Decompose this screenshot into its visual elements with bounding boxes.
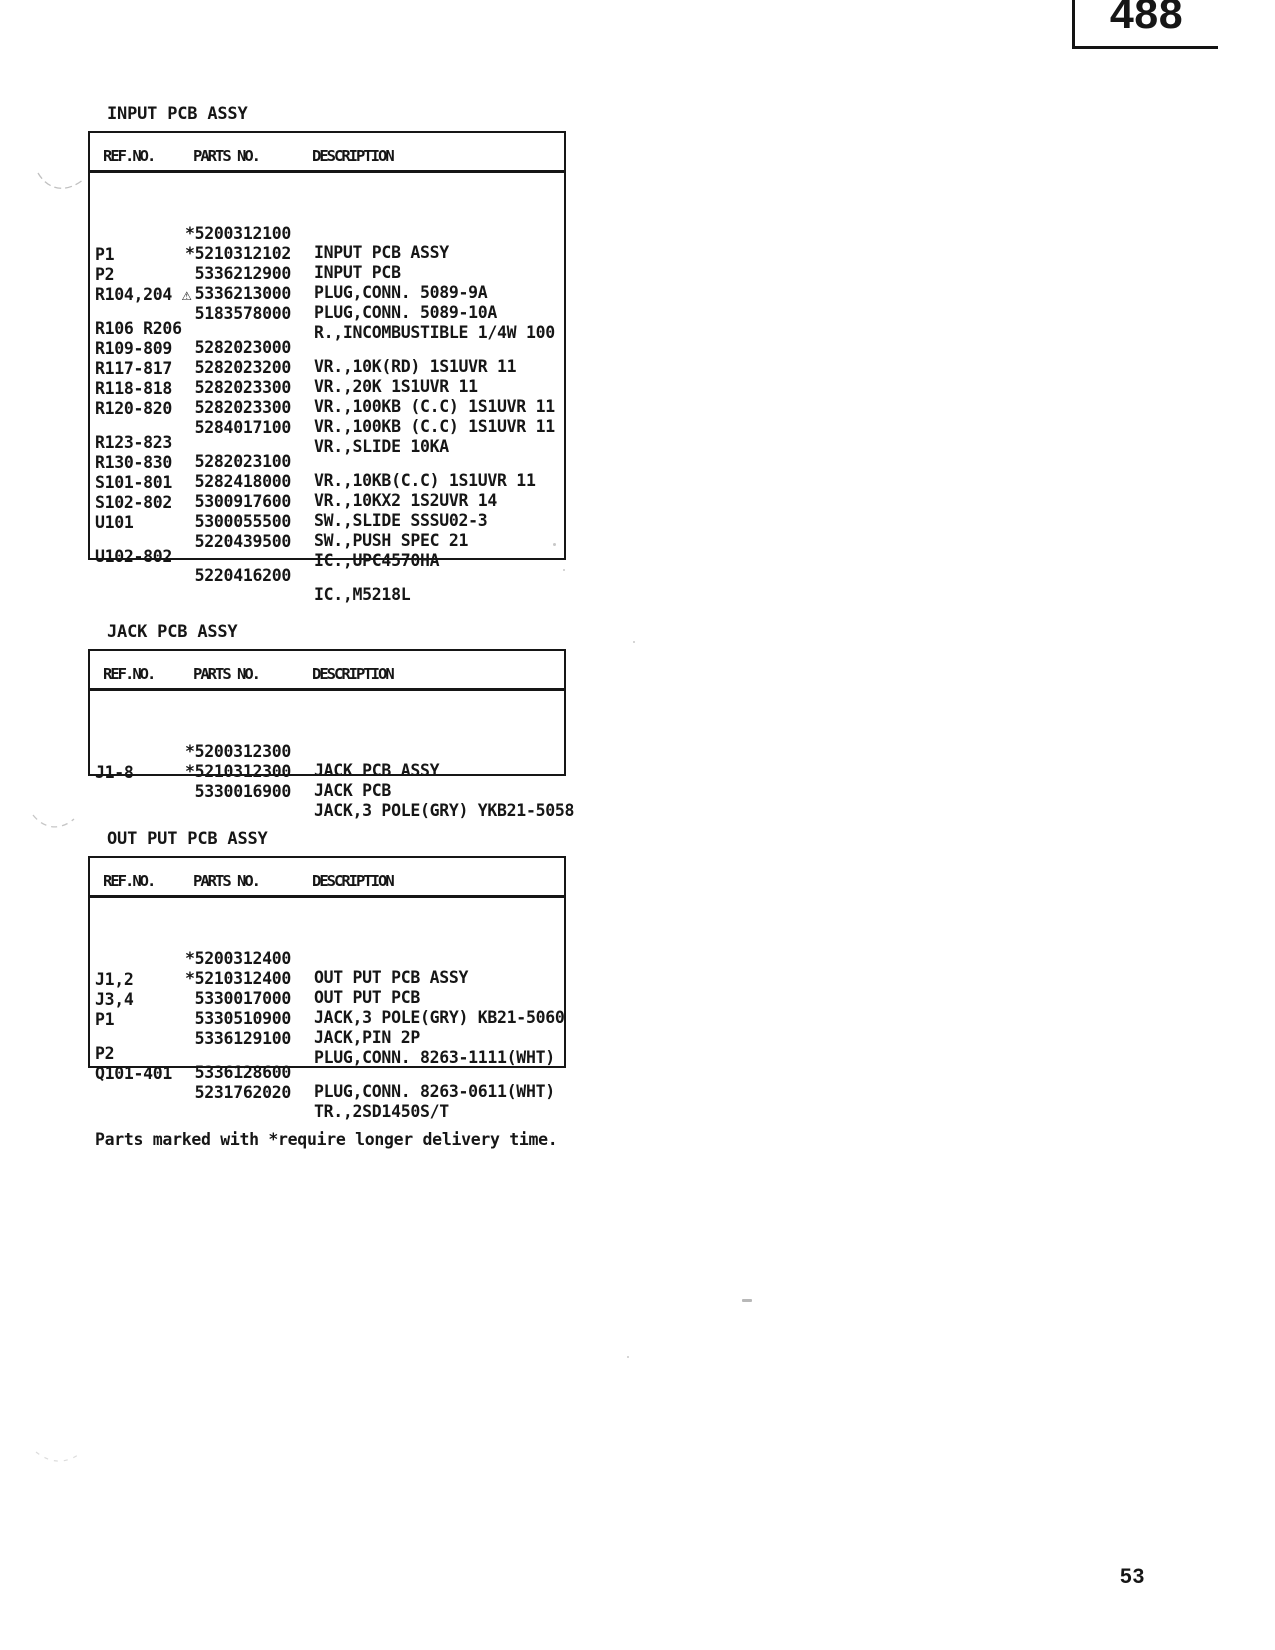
ref-no-cell: R117-817 xyxy=(95,359,173,378)
parts-no-cell: 5330016900 xyxy=(194,782,291,801)
parts-no-cell: *5210312300 xyxy=(185,762,291,781)
column-header-description: DESCRIPTION xyxy=(312,665,393,683)
parts-no-cell: 5330017000 xyxy=(194,989,291,1008)
column-header-ref-no: REF.NO. xyxy=(103,147,155,165)
scan-speck xyxy=(742,1299,752,1302)
parts-no-cell: 5282023300 xyxy=(194,378,291,397)
description-cell: PLUG,CONN. 8263-1111(WHT) xyxy=(314,1048,555,1067)
ref-no-cell: P1 xyxy=(95,1010,115,1029)
scan-speck xyxy=(563,569,565,571)
description-cell: PLUG,CONN. 8263-0611(WHT) xyxy=(314,1082,555,1101)
table-header xyxy=(90,858,564,898)
description-cell: OUT PUT PCB xyxy=(314,988,420,1007)
ref-no-cell: P2 xyxy=(95,1044,115,1063)
model-number-box xyxy=(1072,0,1218,49)
description-cell: PLUG,CONN. 5089-9A xyxy=(314,283,488,302)
description-cell: SW.,SLIDE SSSU02-3 xyxy=(314,511,488,530)
ref-no-cell: R130-830 xyxy=(95,453,173,472)
parts-no-cell: 5284017100 xyxy=(194,418,291,437)
parts-no-cell: 5282023300 xyxy=(194,398,291,417)
parts-table-jack-pcb xyxy=(88,622,575,820)
description-cell: VR.,10KX2 1S2UVR 14 xyxy=(314,491,498,510)
parts-table-input-pcb xyxy=(88,104,566,604)
ref-no-cell: R123-823 xyxy=(95,433,173,452)
ref-no-cell: J1-8 xyxy=(95,763,134,782)
scan-mark xyxy=(33,815,74,827)
column-header-ref-no: REF.NO. xyxy=(103,872,155,890)
description-cell: VR.,100KB (C.C) 1S1UVR 11 xyxy=(314,417,555,436)
column-header-parts-no: PARTS NO. xyxy=(193,872,259,890)
ref-no-cell: R104,204 ⚠ xyxy=(95,285,192,304)
description-cell: VR.,10KB(C.C) 1S1UVR 11 xyxy=(314,471,536,490)
table-box xyxy=(88,649,575,820)
parts-no-cell: 5300917600 xyxy=(194,492,291,511)
table-box xyxy=(88,856,566,1121)
description-cell: JACK,3 POLE(GRY) KB21-5060 xyxy=(314,1008,565,1027)
parts-no-cell: 5330510900 xyxy=(194,1009,291,1028)
table-box xyxy=(88,131,566,604)
scan-speck xyxy=(627,1356,629,1358)
table-body xyxy=(90,691,575,820)
parts-no-cell: *5210312400 xyxy=(185,969,291,988)
ref-no-cell: P2 xyxy=(95,265,115,284)
parts-no-cell: *5200312300 xyxy=(185,742,291,761)
table-title: INPUT PCB ASSY xyxy=(107,104,248,124)
parts-no-cell: 5336212900 xyxy=(194,264,291,283)
description-cell: VR.,100KB (C.C) 1S1UVR 11 xyxy=(314,397,555,416)
ref-no-cell: J1,2 xyxy=(95,970,134,989)
parts-no-cell: 5300055500 xyxy=(194,512,291,531)
parts-no-cell: *5200312100 xyxy=(185,224,291,243)
parts-no-cell: 5220416200 xyxy=(194,566,291,585)
table-body xyxy=(90,898,565,1121)
ref-no-cell: U102-802 xyxy=(95,547,173,566)
ref-no-cell: U101 xyxy=(95,513,134,532)
description-cell: SW.,PUSH SPEC 21 xyxy=(314,531,469,550)
parts-no-cell: 5336213000 xyxy=(194,284,291,303)
ref-no-cell: R106 R206 xyxy=(95,319,182,338)
description-cell: INPUT PCB ASSY xyxy=(314,243,449,262)
ref-no-cell: R109-809 xyxy=(95,339,173,358)
description-cell: JACK PCB ASSY xyxy=(314,761,440,780)
description-cell: JACK,PIN 2P xyxy=(314,1028,420,1047)
table-body xyxy=(90,173,564,604)
table-header xyxy=(90,651,564,691)
description-cell: JACK,3 POLE(GRY) YKB21-5058 xyxy=(314,801,575,820)
column-header-parts-no: PARTS NO. xyxy=(193,665,259,683)
description-cell: TR.,2SD1450S/T xyxy=(314,1102,449,1121)
scan-mark xyxy=(36,1452,78,1461)
column-header-description: DESCRIPTION xyxy=(312,147,393,165)
parts-no-cell: 5282418000 xyxy=(194,472,291,491)
scan-mark xyxy=(38,173,84,188)
column-header-parts-no: PARTS NO. xyxy=(193,147,259,165)
parts-no-cell: *5210312102 xyxy=(185,244,291,263)
scan-speck xyxy=(553,543,556,546)
ref-no-cell: R120-820 xyxy=(95,399,173,418)
parts-no-cell: 5282023200 xyxy=(194,358,291,377)
table-header xyxy=(90,133,564,173)
ref-no-cell: R118-818 xyxy=(95,379,173,398)
ref-no-cell: S102-802 xyxy=(95,493,173,512)
table-title: JACK PCB ASSY xyxy=(107,622,238,642)
parts-no-cell: 5220439500 xyxy=(194,532,291,551)
parts-no-cell: 5282023000 xyxy=(194,338,291,357)
column-header-ref-no: REF.NO. xyxy=(103,665,155,683)
description-cell: VR.,20K 1S1UVR 11 xyxy=(314,377,478,396)
description-cell: OUT PUT PCB ASSY xyxy=(314,968,469,987)
table-title: OUT PUT PCB ASSY xyxy=(107,829,268,849)
ref-no-cell: Q101-401 xyxy=(95,1064,173,1083)
scan-speck xyxy=(633,641,635,643)
description-cell: JACK PCB xyxy=(314,781,392,800)
description-cell: IC.,M5218L xyxy=(314,585,411,604)
description-cell: IC.,UPC4570HA xyxy=(314,551,440,570)
ref-no-cell: S101-801 xyxy=(95,473,173,492)
delivery-footnote: Parts marked with *require longer delivery time. xyxy=(95,1130,558,1149)
page-number: 53 xyxy=(1120,1565,1146,1588)
ref-no-cell: J3,4 xyxy=(95,990,134,1009)
model-number: 488 xyxy=(1109,0,1184,38)
parts-no-cell: 5183578000 xyxy=(194,304,291,323)
parts-no-cell: 5336128600 xyxy=(194,1063,291,1082)
parts-no-cell: *5200312400 xyxy=(185,949,291,968)
parts-no-cell: 5231762020 xyxy=(194,1083,291,1102)
parts-table-output-pcb xyxy=(88,829,566,1121)
description-cell: VR.,SLIDE 10KA xyxy=(314,437,449,456)
description-cell: R.,INCOMBUSTIBLE 1/4W 100 xyxy=(314,323,555,342)
parts-no-cell: 5336129100 xyxy=(194,1029,291,1048)
ref-no-cell: P1 xyxy=(95,245,115,264)
column-header-description: DESCRIPTION xyxy=(312,872,393,890)
description-cell: INPUT PCB xyxy=(314,263,401,282)
parts-no-cell: 5282023100 xyxy=(194,452,291,471)
description-cell: PLUG,CONN. 5089-10A xyxy=(314,303,498,322)
description-cell: VR.,10K(RD) 1S1UVR 11 xyxy=(314,357,517,376)
